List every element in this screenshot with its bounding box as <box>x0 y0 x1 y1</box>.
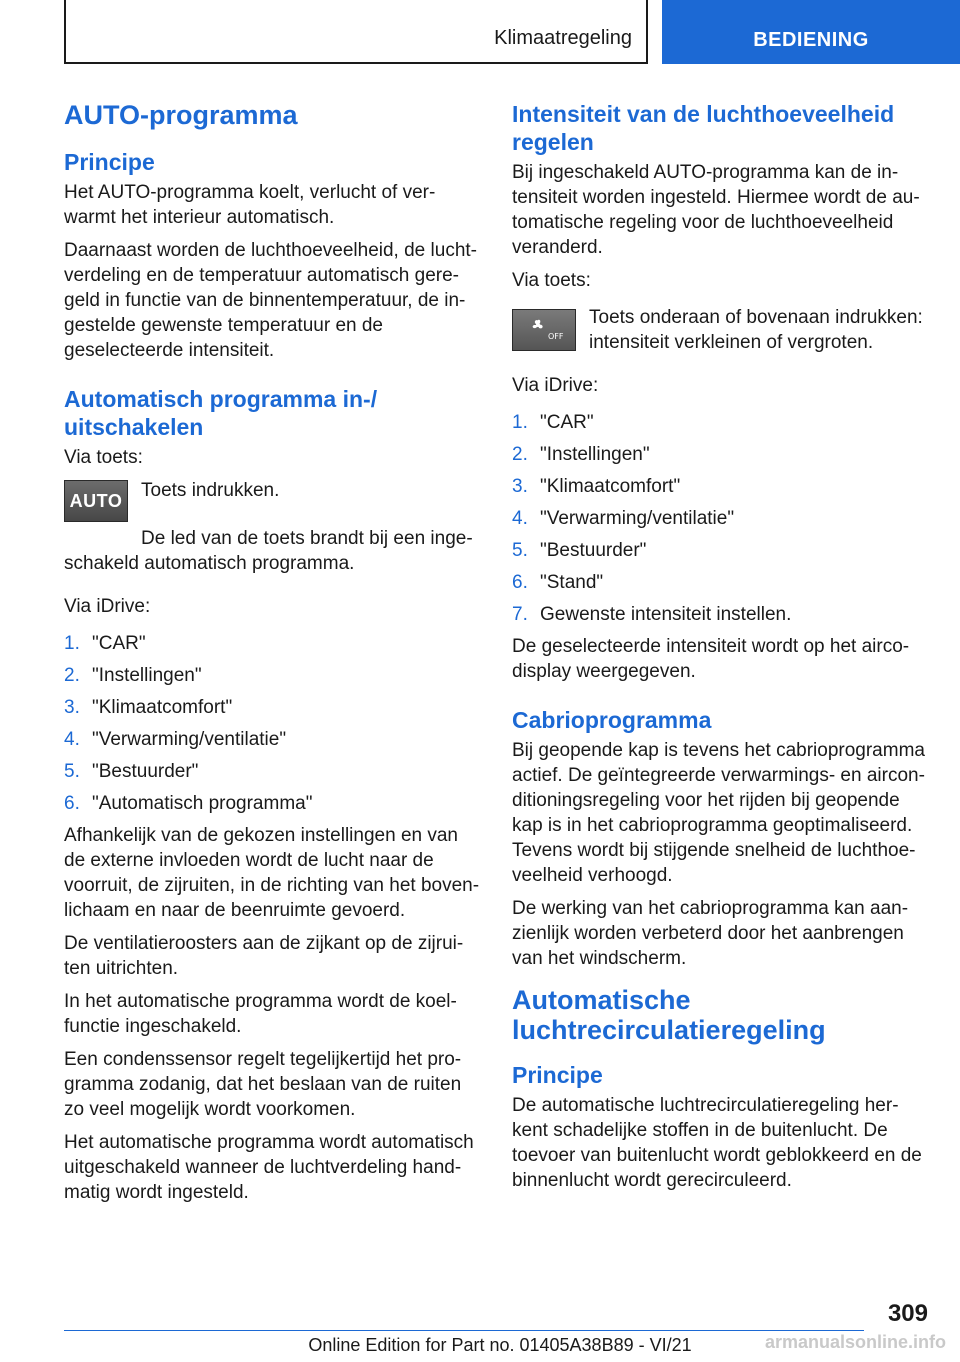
heading-cabrioprogramma: Cabrioprogramma <box>512 707 712 733</box>
paragraph: Via iDrive: <box>64 596 151 617</box>
paragraph: De werking van het cabrioprogramma kan aan-zienlijk worden verbeterd door het aanbrengen van het windscherm. <box>512 898 909 969</box>
paragraph: Een condenssensor regelt tegelijkertijd het pro-gramma zodanig, dat het beslaan van de ruiten zo veel mogelijk wordt voorkomen. <box>64 1049 462 1120</box>
paragraph: In het automatische programma wordt de koel-functie ingeschakeld. <box>64 991 457 1037</box>
header-chapter-tab <box>662 0 960 64</box>
chapter-title: BEDIENING <box>753 29 869 51</box>
svg-text:OFF: OFF <box>548 332 564 341</box>
auto-button-label: AUTO <box>69 490 123 511</box>
idrive-steps-list <box>512 410 930 627</box>
paragraph: De led van de toets brandt bij een inge-schakeld automatisch programma. <box>64 528 473 574</box>
heading-principe: Principe <box>512 1062 603 1088</box>
auto-button-icon <box>64 480 128 522</box>
auto-button-block <box>64 478 484 528</box>
fan-icon <box>524 315 564 345</box>
page-number: 309 <box>887 1300 928 1327</box>
section-title: Klimaatregeling <box>494 27 632 49</box>
list-item: 3. "Klimaatcomfort" <box>512 476 681 497</box>
paragraph: De geselecteerde intensiteit wordt op het airco-display weergegeven. <box>512 636 910 682</box>
paragraph: Via iDrive: <box>512 375 599 396</box>
paragraph: Het automatische programma wordt automatisch uitgeschakeld wanneer de luchtverdeling hand-matig wordt ingesteld. <box>64 1132 474 1203</box>
watermark: armanualsonline.info <box>764 1332 946 1352</box>
edition-text: Online Edition for Part no. 01405A38B89 - VI/21 <box>308 1335 692 1355</box>
paragraph: Toets onderaan of bovenaan indrukken: intensiteit verkleinen of vergroten. <box>589 307 923 353</box>
paragraph: Via toets: <box>64 447 143 468</box>
list-item: 2. "Instellingen" <box>64 665 202 686</box>
list-item: 6. "Automatisch programma" <box>64 793 313 814</box>
paragraph: Het AUTO-programma koelt, verlucht of ver-warmt het interieur automatisch. <box>64 182 436 228</box>
left-column <box>64 100 484 1213</box>
list-item: 3. "Klimaatcomfort" <box>64 697 233 718</box>
heading-auto-onoff: Automatisch programma in-/ uitschakelen <box>64 386 378 440</box>
list-item: 6. "Stand" <box>512 572 604 593</box>
heading-principe: Principe <box>64 149 155 175</box>
fan-button-block <box>512 305 930 363</box>
idrive-steps-list <box>64 631 484 816</box>
list-item: 5. "Bestuurder" <box>512 540 647 561</box>
paragraph: Daarnaast worden de luchthoeveelheid, de lucht-verdeling en de temperatuur automatisch gere-geld in functie van de binnentemperatuur, de in-gestelde gewenste temperatuur en de geselecteerde intensiteit. <box>64 240 477 361</box>
paragraph: Bij geopende kap is tevens het cabrioprogramma actief. De geïntegreerde verwarmings- en aircon-ditioningsregeling voor het rijden bij geopende kap is in het cabrioprogramma geoptimaliseerd. Tevens wordt bij stijgende snelheid de luchthoe-veelheid verhoogd. <box>512 740 925 886</box>
list-item: 7. Gewenste intensiteit instellen. <box>512 604 792 625</box>
list-item: 4. "Verwarming/ventilatie" <box>64 729 287 750</box>
list-item: 5. "Bestuurder" <box>64 761 199 782</box>
list-item: 4. "Verwarming/ventilatie" <box>512 508 735 529</box>
list-item: 2. "Instellingen" <box>512 444 650 465</box>
list-item: 1. "CAR" <box>64 633 146 654</box>
fan-button-icon <box>512 309 576 351</box>
paragraph: De ventilatieroosters aan de zijkant op de zijrui-ten uitrichten. <box>64 933 464 979</box>
paragraph: Bij ingeschakeld AUTO-programma kan de in-tensiteit worden ingesteld. Hiermee wordt de au-tomatische regeling voor de luchthoeveelheid veranderd. <box>512 162 920 258</box>
heading-intensiteit: Intensiteit van de luchthoeveelheid regelen <box>512 101 895 155</box>
paragraph: Toets indrukken. <box>141 480 280 501</box>
right-column <box>512 100 930 1201</box>
paragraph: Afhankelijk van de gekozen instellingen en van de externe invloeden wordt de lucht naar de voorruit, de zijruiten, in de richting van het boven-lichaam en naar de beenruimte gevoerd. <box>64 825 480 921</box>
header-section-title <box>64 0 648 64</box>
paragraph: De automatische luchtrecirculatieregeling her-kent schadelijke stoffen in de buitenlucht. De toevoer van buitenlucht wordt geblokkeerd en de binnenlucht wordt gerecirculeerd. <box>512 1095 922 1191</box>
heading-auto-programma: AUTO-programma <box>64 100 298 130</box>
footer-divider <box>64 1330 864 1331</box>
list-item: 1. "CAR" <box>512 412 594 433</box>
paragraph: Via toets: <box>512 270 591 291</box>
heading-luchtrecirculatie: Automatische luchtrecirculatieregeling <box>512 985 826 1045</box>
